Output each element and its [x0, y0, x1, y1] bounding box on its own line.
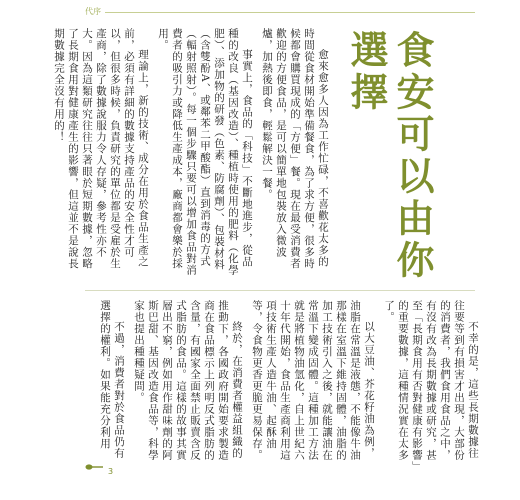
running-header — [85, 6, 475, 18]
header-rule — [103, 12, 475, 13]
paragraph: 愈來愈多人因為工作忙碌，不喜歡花太多的時間從食材開始準備餐食，為了求方便，很多時候都會購買現成的「方便」餐。現在最受消費者歡迎的方便食品，是可以簡單地包裝放入微波爐，加熱後即食，輕鬆解決一餐。 — [261, 28, 329, 270]
bottom-text-block — [80, 300, 480, 470]
section-divider — [85, 290, 475, 291]
paragraph: 以大豆油、芥花籽油為例，油脂在常溫是液態，不能像牛油那樣在室溫下維持固體，油脂的加工技術引入之後，就能讓油在常溫下變成固體。這種加工方法就是將植物油氫化，自上世紀六十年代開始，食品生產商利用這項技術生產人造牛油、起酥油等，令食物更香更脆更易保存。 — [251, 300, 375, 461]
paragraph: 理論上，新的技術、成分在用於食品生產之前，必須有詳細的數據支持產品的安全性才可以，但很多時候，負責研究的單位都是受雇於生產商，除了數據說服力令人存疑，參考性亦不大。因為這類研究往往只著眼於短期數據，忽略了長期食用對健康產生的影響，但這並不是說長期數據完全沒有用的！ — [53, 28, 149, 270]
page-title: 食安可以由你選擇 — [344, 30, 434, 282]
paragraph: 終於，在消費者權益組織的推動下，各國政府開始要求製造商在食品標示上列明反式脂肪的含量，有國家全面禁止販賣含反式脂肪的食品。這樣的故事其實層出不窮，例如用作甜味劑的阿斯巴甜、基因改造食品等，科學家也提出種種疑問。 — [133, 300, 243, 461]
spoon-icon — [85, 462, 103, 472]
paragraph: 不幸的是，這些長期數據往往要等到有損害才出現，大部份的消費者，我們食用食品之中，有沒有改為長期數據或研究，甚至「長期食用有否對健康有影響」的重要數據，這種情況實在太多了。 — [383, 300, 479, 468]
top-text-block — [53, 28, 330, 278]
page-number: 3 — [108, 467, 114, 476]
paragraph: 事實上，食品的「科技」不斷地進步，從品種的改良（基因改造）、種植時使用的肥料（化學肥）、添加物的研發（色素、防腐劑）、包裝材料（含雙酚A、或鄰苯二甲酸酯）直到消毒的方式（輻射照射）。每一個步驟只要可以增加食品對消費者的吸引力或降低生產成本，廠商都會樂於採用。 — [157, 28, 253, 276]
paragraph: 不過，消費者對於食品仍有選擇的權利。如果能充分利用 — [99, 300, 125, 459]
header-label: 代序 — [85, 6, 105, 17]
